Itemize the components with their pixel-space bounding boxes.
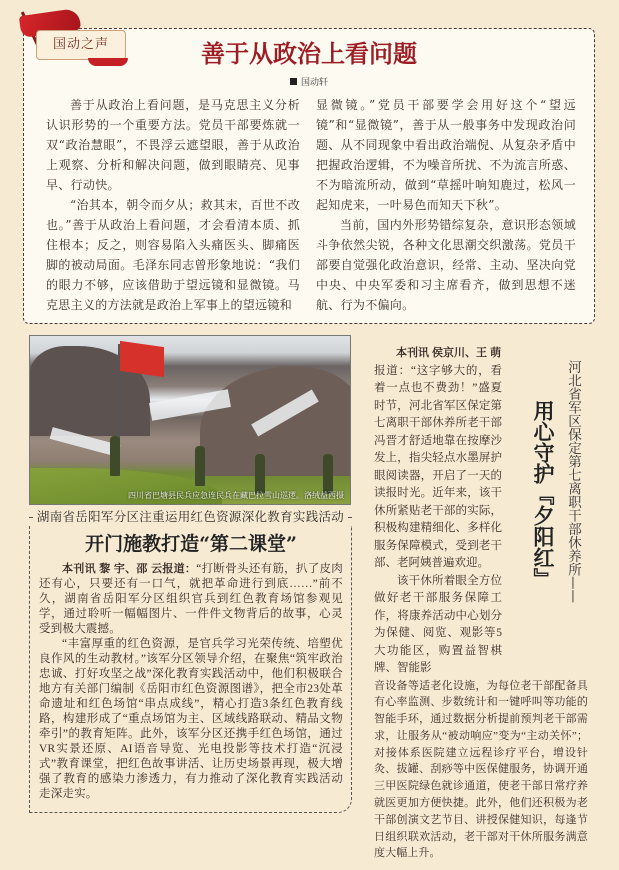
top-article-box	[23, 28, 595, 324]
paragraph: 报道：“这字够大的，看着一点也不费劲！”盛夏时节，河北省军区保定第七离职干部休养所老干部冯晋才舒适地靠在按摩沙发上，指尖轻点水墨屏护眼阅读器，开启了一天的读报时光。近年来，该干休所紧贴老干部的实际，积极构建精细化、多样化服务保障模式，受到老干部、老阿姨普遍欢迎。	[374, 364, 502, 569]
column-badge	[16, 10, 128, 54]
column-badge-label: 国动之声	[36, 30, 126, 60]
hebei-article	[374, 335, 588, 862]
left-section	[29, 335, 352, 862]
soldier	[255, 454, 265, 494]
article-lead: 本刊讯 侯京川、王 萌	[396, 347, 502, 359]
paragraph: 当前，国内外形势错综复杂，意识形态领域斗争依然尖锐，各种文化思潮交织激荡。党员干部要自觉强化政治意识，经常、主动、坚决向党中央、中央军委和习主席看齐，做到思想不迷航、行为不偏向。	[316, 218, 576, 312]
hebei-article-title: 用心守护『夕阳红』	[531, 400, 556, 589]
hebei-article-subtitle: 河北省军区保定第七离职干部休养所——	[565, 360, 581, 603]
hunan-kicker-row	[29, 508, 352, 526]
red-flag	[120, 341, 164, 377]
hebei-article-narrow-column	[374, 345, 502, 678]
paragraph: 显微镜。”党员干部要学会用好这个“望远镜”和“显微镜”，善于从一般事务中发现政治问题、从不同现象中看出政治端倪、从复杂矛盾中把握政治逻辑，不为噪音所扰、不为流言所惑、不为暗流所动，做到“草摇叶响知鹿过，松风一起知虎来，一叶易色而知天下秋”。	[316, 98, 576, 212]
photo-caption: 四川省巴塘县民兵应急连民兵在藏巴拉雪山巡逻。洛绒益西摄	[128, 491, 344, 500]
paragraph-text: “打断骨头还有筋，扒了皮肉还有心，只要还有一口气，就把革命进行到底……”前不久，湖南省岳阳军分区组织官兵到红色教育场馆参观见学，通过聆听一幅幅图片、一件件文物背后的故事，心灵受到极大震撼。	[39, 563, 344, 635]
soldier	[323, 454, 333, 494]
top-article-title: 善于从政治上看问题	[201, 40, 417, 68]
hunan-kicker: 湖南省岳阳军分区注重运用红色资源深化教育实践活动	[36, 509, 345, 524]
soldier	[110, 436, 120, 476]
top-article-byline	[24, 77, 594, 89]
divider	[348, 517, 352, 518]
paragraph	[39, 562, 343, 637]
hunan-article-title: 开门施教打造“第二课堂”	[85, 533, 297, 555]
hunan-article-box	[29, 526, 352, 813]
paragraph: “治其本，朝令而夕从；救其末，百世不改也。”善于从政治上看问题，才会看清本质、抓住根本；反之，则容易陷入头痛医头、脚痛医脚的被动局面。毛泽东同志曾形象地说：“我们的眼力不够，应该借助于望远镜和显微镜。马克思主义的方法就是政治上军事上的望远镜和	[46, 198, 300, 312]
lower-section	[29, 335, 619, 862]
soldier	[195, 446, 205, 486]
top-article-left-column	[46, 95, 300, 315]
paragraph: 该干休所着眼全方位做好老干部服务保障工作，将康养活动中心划分为保健、阅览、观影等5大功能区，购置益智棋牌、智能影	[374, 574, 502, 674]
divider	[29, 517, 33, 518]
hebei-title-block	[502, 345, 586, 678]
ribbon-decoration	[88, 58, 128, 66]
patrol-photo	[29, 335, 351, 505]
paragraph: “丰富厚重的红色资源，是官兵学习光荣传统、培塑优良作风的生动教材。”该军分区领导介绍，在聚焦“筑牢政治忠诚、打好攻坚之战”深化教育实践活动中，他们积极联合地方有关部门编制《岳阳市红色资源图谱》，把全市23处革命遗址和红色场馆“串点成线”，精心打造3条红色教育线路，构建形成了“重点场馆为主、区域线路联动、精品文物牵引”的教育矩阵。此外，该军分区还携手红色场馆，通过VR实景还原、AI语音导览、光电投影等技术打造“沉浸式”教育课堂，把红色故事讲活、让历史场景再现，极大增强了教育的感染力渗透力，有力推动了深化教育实践活动走深走实。	[39, 638, 343, 800]
article-lead: 本刊讯 黎 宇、邵 云报道：	[62, 563, 197, 575]
hebei-article-top	[374, 345, 588, 678]
byline-square-icon	[290, 78, 297, 85]
paragraph: 善于从政治上看问题，是马克思主义分析认识形势的一个重要方法。党员干部要炼就一双“政治慧眼”，不畏浮云遮望眼，善于从政治上观察、分析和解决问题，做到眼睛亮、见事早、行动快。	[46, 98, 300, 192]
hebei-article-wide-column: 音设备等适老化设施，为每位老干部配备具有心率监测、步数统计和一键呼叫等功能的智能手环，通过数据分析提前预判老干部需求，让服务从“被动响应”变为“主动关怀”；对接体系医院建立远程诊疗平台，增设针灸、拔罐、刮痧等中医保健服务，协调开通三甲医院绿色就诊通道，使老干部日常疗养就医更加方便快捷。此外，他们还积极为老干部创演文艺节目、讲授保健知识，每逢节日组织联欢活动，老干部对干休所服务满意度大幅上升。	[374, 679, 588, 860]
hunan-article-body	[39, 562, 343, 802]
top-article-right-column	[316, 95, 576, 315]
byline-author: 国动轩	[300, 78, 328, 88]
